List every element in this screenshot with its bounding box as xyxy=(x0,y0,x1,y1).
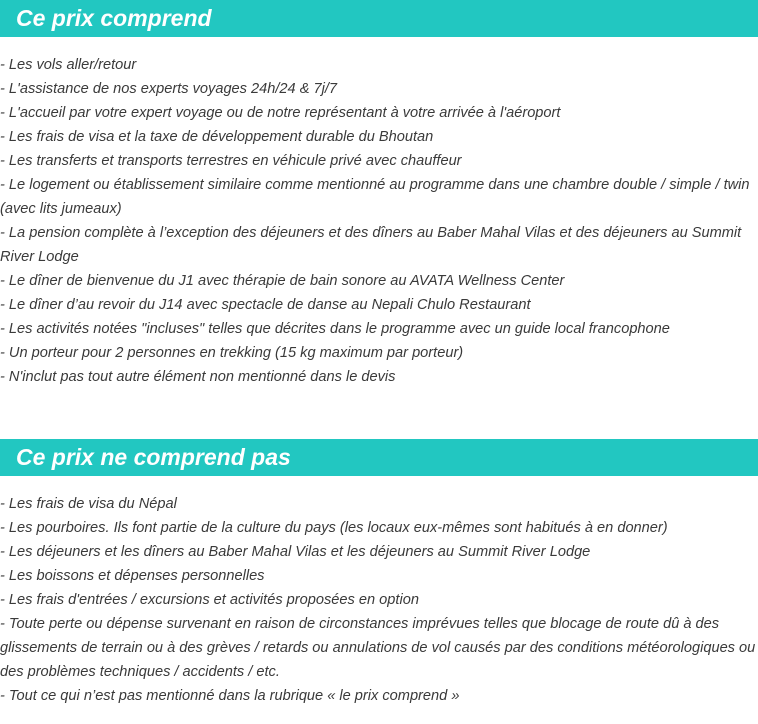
excluded-section-title: Ce prix ne comprend pas xyxy=(16,444,291,470)
excluded-section-header xyxy=(0,439,758,476)
included-item: - Les activités notées "incluses" telles que décrites dans le programme avec un guide local francophone xyxy=(0,317,758,341)
included-item: - Le dîner d’au revoir du J14 avec spectacle de danse au Nepali Chulo Restaurant xyxy=(0,293,758,317)
excluded-item: - Les frais de visa du Népal xyxy=(0,492,758,516)
excluded-item: - Toute perte ou dépense survenant en raison de circonstances imprévues telles que blocage de route dû à des glissements de terrain ou à des grèves / retards ou annulations de vol causés par des conditions météorologiques ou des problèmes techniques / accidents / etc. xyxy=(0,612,758,684)
included-list xyxy=(0,53,758,389)
included-item: - Un porteur pour 2 personnes en trekking (15 kg maximum par porteur) xyxy=(0,341,758,365)
included-item: - Les transferts et transports terrestres en véhicule privé avec chauffeur xyxy=(0,149,758,173)
included-item: - L'assistance de nos experts voyages 24h/24 & 7j/7 xyxy=(0,77,758,101)
excluded-item: - Les boissons et dépenses personnelles xyxy=(0,564,758,588)
included-item: - Le dîner de bienvenue du J1 avec thérapie de bain sonore au AVATA Wellness Center xyxy=(0,269,758,293)
included-item: - La pension complète à l’exception des déjeuners et des dîners au Baber Mahal Vilas et des déjeuners au Summit River Lodge xyxy=(0,221,758,269)
excluded-item: - Tout ce qui n’est pas mentionné dans la rubrique « le prix comprend » xyxy=(0,684,758,708)
included-item: - Les vols aller/retour xyxy=(0,53,758,77)
excluded-item: - Les pourboires. Ils font partie de la culture du pays (les locaux eux-mêmes sont habitués à en donner) xyxy=(0,516,758,540)
excluded-item: - Les déjeuners et les dîners au Baber Mahal Vilas et les déjeuners au Summit River Lodge xyxy=(0,540,758,564)
included-section-header xyxy=(0,0,758,37)
included-item: - Le logement ou établissement similaire comme mentionné au programme dans une chambre double / simple / twin (avec lits jumeaux) xyxy=(0,173,758,221)
excluded-list xyxy=(0,492,758,708)
excluded-item: - Les frais d'entrées / excursions et activités proposées en option xyxy=(0,588,758,612)
included-item: - L'accueil par votre expert voyage ou de notre représentant à votre arrivée à l'aéroport xyxy=(0,101,758,125)
included-item: - Les frais de visa et la taxe de développement durable du Bhoutan xyxy=(0,125,758,149)
included-section-title: Ce prix comprend xyxy=(16,5,212,31)
included-item: - N'inclut pas tout autre élément non mentionné dans le devis xyxy=(0,365,758,389)
